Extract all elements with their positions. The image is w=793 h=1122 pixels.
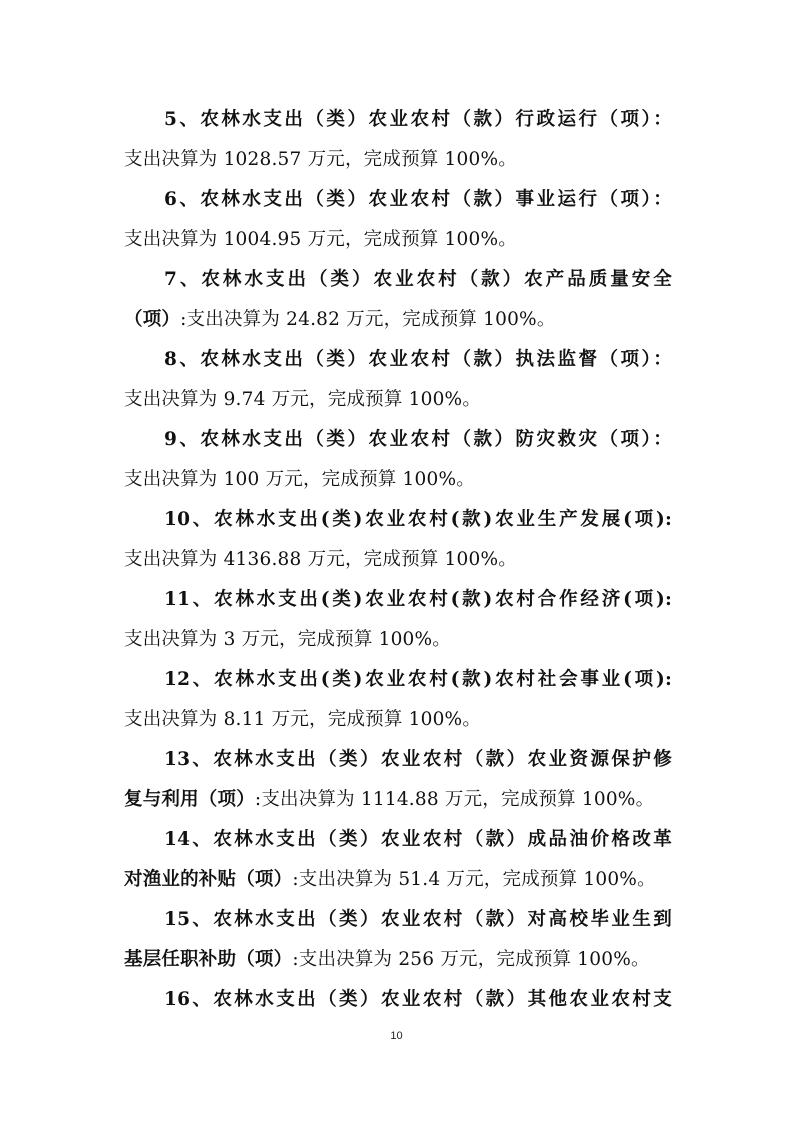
item-14-heading: 14、农林水支出（类）农业农村（款）成品油价格改革 [164,829,672,850]
item-9-heading: 9、农林水支出（类）农业农村（款）防灾救灾（项）： [164,429,672,450]
item-9-body: 支出决算为 100 万元，完成预算 100%。 [124,469,475,490]
item-10-body: 支出决算为 4136.88 万元，完成预算 100%。 [124,549,517,570]
item-15-heading: 15、农林水支出（类）农业农村（款）对高校毕业生到 [164,909,672,930]
item-16-heading: 16、农林水支出（类）农业农村（款）其他农业农村支 [164,989,672,1010]
page-number: 10 [390,1030,403,1042]
item-7-heading: 7、农林水支出（类）农业农村（款）农产品质量安全 [164,269,672,290]
item-14-continuation [124,860,672,900]
item-10-heading: 10、农林水支出(类)农业农村(款)农业生产发展(项): [164,509,672,530]
item-13-heading: 13、农林水支出（类）农业农村（款）农业资源保护修 [164,749,672,770]
item-14-body: :支出决算为 51.4 万元，完成预算 100%。 [292,869,656,890]
item-14-label: 对渔业的补贴（项） [124,869,293,890]
item-5-body: 支出决算为 1028.57 万元，完成预算 100%。 [124,149,517,170]
item-13-continuation [124,780,672,820]
item-15-body: :支出决算为 256 万元，完成预算 100%。 [292,949,650,970]
item-12-body: 支出决算为 8.11 万元，完成预算 100%。 [124,709,482,730]
item-13-body: :支出决算为 1114.88 万元，完成预算 100%。 [254,789,655,810]
item-8-body: 支出决算为 9.74 万元，完成预算 100%。 [124,389,482,410]
item-8-heading: 8、农林水支出（类）农业农村（款）执法监督（项）： [164,349,672,370]
expenditure-item-list [124,100,672,1020]
item-13-label: 复与利用（项） [124,789,255,810]
item-11-body: 支出决算为 3 万元，完成预算 100%。 [124,629,452,650]
item-15-label: 基层任职补助（项） [124,949,293,970]
item-6-heading: 6、农林水支出（类）农业农村（款）事业运行（项）： [164,189,672,210]
item-5-heading: 5、农林水支出（类）农业农村（款）行政运行（项）： [164,109,672,130]
item-6-body: 支出决算为 1004.95 万元，完成预算 100%。 [124,229,517,250]
item-12-heading: 12、农林水支出(类)农业农村(款)农村社会事业(项): [164,669,672,690]
item-7-continuation [124,300,672,340]
item-11-heading: 11、农林水支出(类)农业农村(款)农村合作经济(项): [164,589,672,610]
item-7-body: :支出决算为 24.82 万元，完成预算 100%。 [180,309,556,330]
item-15-continuation [124,940,672,980]
item-7-label: （项） [124,309,181,330]
